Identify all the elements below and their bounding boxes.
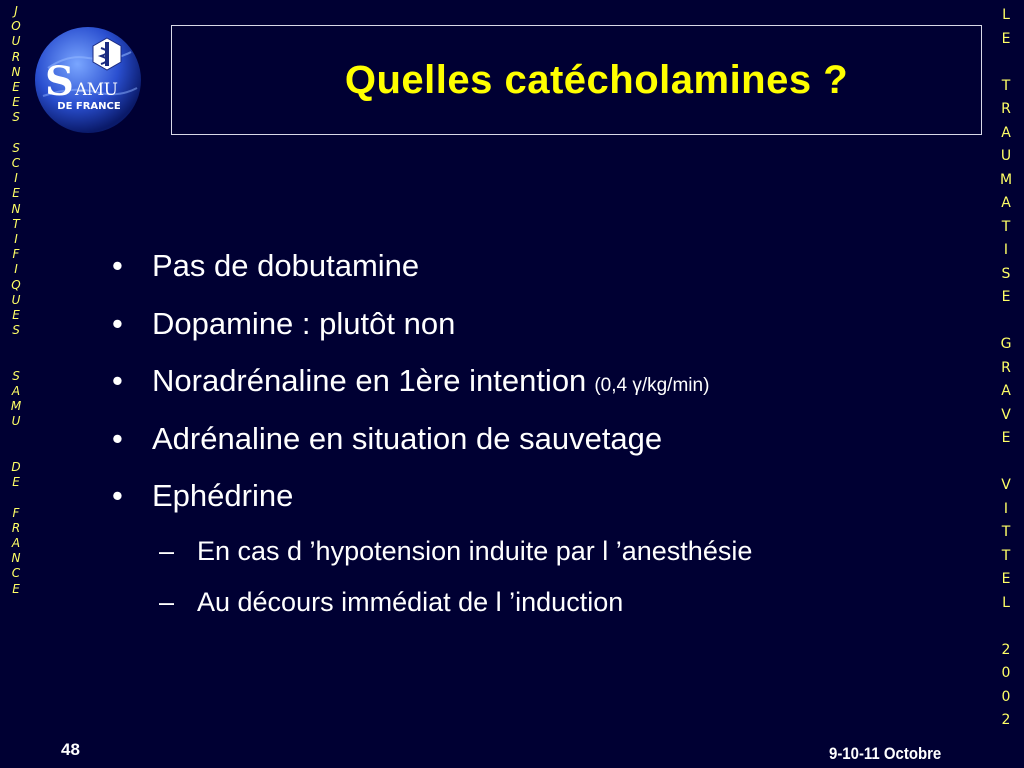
sub-bullet-mark: – bbox=[159, 535, 175, 566]
bullet-list bbox=[112, 248, 972, 638]
left-letter: N bbox=[11, 201, 21, 216]
left-letter: N bbox=[11, 64, 21, 79]
left-letter: O bbox=[11, 19, 21, 34]
right-letter: R bbox=[1001, 101, 1011, 117]
right-letter: T bbox=[1001, 547, 1011, 564]
left-letter: S bbox=[12, 323, 20, 338]
sub-bullet-item bbox=[159, 587, 972, 638]
right-letter: V bbox=[1001, 477, 1011, 493]
right-vertical-banner bbox=[996, 4, 1016, 733]
left-letter: N bbox=[11, 551, 21, 566]
left-letter: U bbox=[11, 414, 21, 429]
right-letter: L bbox=[1002, 7, 1010, 23]
right-letter: T bbox=[1001, 77, 1011, 94]
left-letter: F bbox=[12, 247, 20, 262]
left-letter: T bbox=[12, 216, 20, 231]
bullet-text: Ephédrine bbox=[152, 478, 294, 513]
left-letter: D bbox=[11, 460, 21, 475]
right-letter: 0 bbox=[1001, 665, 1011, 681]
sub-bullet-item bbox=[159, 536, 972, 587]
left-letter: F bbox=[12, 505, 20, 520]
right-letter: E bbox=[1001, 30, 1011, 47]
right-letter: M bbox=[999, 171, 1013, 188]
slide-title: Quelles catécholamines ? bbox=[344, 57, 849, 102]
left-letter: S bbox=[12, 110, 20, 125]
right-letter: A bbox=[1001, 195, 1011, 211]
bullet-item bbox=[112, 478, 972, 536]
left-letter: M bbox=[10, 399, 22, 414]
bullet-item bbox=[112, 248, 972, 306]
logo-letters-amu: AMU bbox=[75, 80, 118, 100]
left-vertical-banner bbox=[8, 4, 24, 597]
left-letter: E bbox=[12, 80, 20, 95]
right-letter: 0 bbox=[1001, 688, 1011, 705]
left-letter: R bbox=[11, 49, 21, 64]
right-letter: A bbox=[1001, 124, 1011, 141]
left-letter: S bbox=[12, 368, 20, 383]
right-letter: E bbox=[1001, 571, 1011, 587]
left-letter: J bbox=[14, 4, 18, 18]
left-letter: A bbox=[11, 536, 21, 551]
right-letter: V bbox=[1001, 406, 1011, 423]
left-letter: E bbox=[12, 95, 20, 110]
right-letter: T bbox=[1001, 524, 1011, 540]
bullet-text: Dopamine : plutôt non bbox=[152, 305, 456, 341]
right-letter: E bbox=[1001, 289, 1011, 305]
bullet-mark: • bbox=[112, 248, 123, 283]
logo-letter-s: S bbox=[45, 58, 74, 105]
logo-subtitle: DE FRANCE bbox=[57, 101, 121, 112]
left-letter: S bbox=[12, 140, 20, 155]
bullet-item bbox=[112, 421, 972, 479]
bullet-mark: • bbox=[112, 478, 123, 513]
right-letter: T bbox=[1001, 218, 1011, 235]
left-letter: E bbox=[12, 186, 20, 201]
left-letter: R bbox=[11, 520, 21, 535]
dosage-note: (0,4 γ/kg/min) bbox=[594, 375, 710, 396]
left-letter: U bbox=[11, 292, 21, 307]
bullet-text: Adrénaline en situation de sauvetage bbox=[152, 420, 663, 456]
bullet-item bbox=[112, 363, 972, 421]
right-letter: A bbox=[1001, 383, 1011, 399]
sub-bullet-mark: – bbox=[159, 586, 175, 617]
date-footer: 9-10-11 Octobre bbox=[829, 744, 942, 763]
left-letter: C bbox=[11, 566, 21, 581]
page-number: 48 bbox=[61, 740, 80, 759]
bullet-mark: • bbox=[112, 305, 123, 341]
left-letter: Q bbox=[11, 277, 21, 292]
left-letter: I bbox=[14, 232, 18, 247]
right-letter: 2 bbox=[1001, 641, 1011, 658]
right-letter: R bbox=[1001, 359, 1011, 376]
sub-bullet-text: Au décours immédiat de l ’induction bbox=[197, 586, 624, 617]
left-letter: E bbox=[12, 308, 20, 323]
right-letter: E bbox=[1001, 430, 1011, 446]
right-letter: S bbox=[1001, 265, 1011, 282]
right-letter: U bbox=[1000, 148, 1012, 164]
left-letter: U bbox=[11, 34, 21, 49]
title-box bbox=[171, 25, 982, 135]
sub-bullet-text: En cas d ’hypotension induite par l ’anesthésie bbox=[197, 535, 753, 566]
bullet-mark: • bbox=[112, 420, 123, 456]
bullet-text: Noradrénaline en 1ère intention bbox=[152, 363, 587, 398]
right-letter: 2 bbox=[1001, 712, 1011, 728]
left-letter: I bbox=[14, 171, 18, 186]
left-letter: E bbox=[12, 581, 20, 596]
left-letter: A bbox=[11, 384, 21, 399]
right-letter: L bbox=[1002, 594, 1010, 611]
bullet-mark: • bbox=[112, 363, 123, 398]
right-letter: I bbox=[1003, 242, 1009, 258]
bullet-item bbox=[112, 306, 972, 364]
bullet-text: Pas de dobutamine bbox=[152, 248, 420, 283]
left-letter: C bbox=[11, 156, 21, 171]
right-letter: I bbox=[1003, 500, 1009, 517]
samu-logo bbox=[33, 24, 143, 136]
left-letter: I bbox=[14, 262, 18, 277]
right-letter: G bbox=[1000, 336, 1012, 352]
left-letter: E bbox=[12, 475, 20, 490]
